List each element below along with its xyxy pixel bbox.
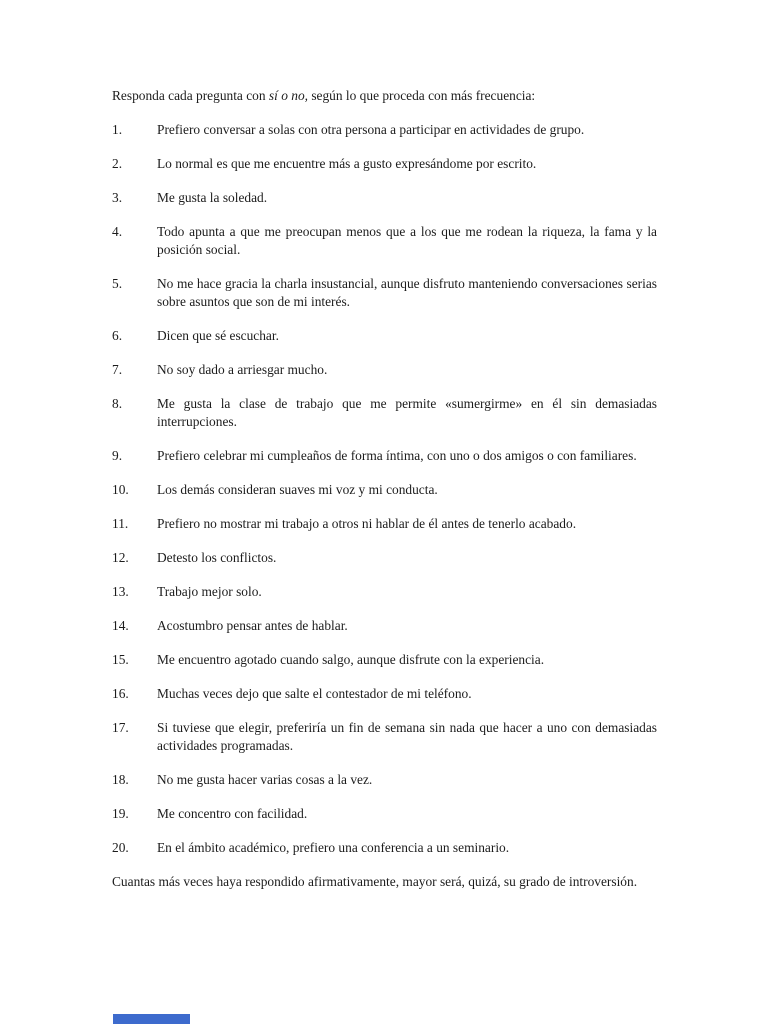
question-text: Prefiero conversar a solas con otra persona a participar en actividades de grupo. (157, 122, 585, 137)
question-item (112, 583, 657, 601)
question-item (112, 361, 657, 379)
question-text: Todo apunta a que me preocupan menos que a los que me rodean la riqueza, la fama y la posición social. (157, 224, 657, 257)
question-text: Me gusta la clase de trabajo que me permite «sumergirme» en él sin demasiadas interrupciones. (157, 396, 657, 429)
question-text: Si tuviese que elegir, preferiría un fin de semana sin nada que hacer a uno con demasiadas actividades programadas. (157, 720, 657, 753)
question-text: Trabajo mejor solo. (157, 584, 262, 599)
question-item (112, 515, 657, 533)
question-item (112, 327, 657, 345)
question-text: Prefiero celebrar mi cumpleaños de forma íntima, con uno o dos amigos o con familiares. (157, 448, 637, 463)
question-number: 3. (112, 190, 123, 205)
question-item (112, 651, 657, 669)
question-item (112, 189, 657, 207)
question-item (112, 447, 657, 465)
page-content (112, 87, 657, 891)
closing-paragraph: Cuantas más veces haya respondido afirmativamente, mayor será, quizá, su grado de introversión. (112, 874, 638, 889)
question-item (112, 275, 657, 311)
question-item (112, 481, 657, 499)
intro-suffix: según lo que proceda con más frecuencia: (307, 88, 536, 103)
question-text: Me encuentro agotado cuando salgo, aunque disfrute con la experiencia. (157, 652, 545, 667)
question-list (112, 121, 657, 857)
question-text: No me hace gracia la charla insustancial, aunque disfruto manteniendo conversaciones serias sobre asuntos que son de mi interés. (157, 276, 657, 309)
question-text: No soy dado a arriesgar mucho. (157, 362, 328, 377)
partially-visible-bottom-bar (113, 1014, 190, 1024)
question-item (112, 395, 657, 431)
question-item (112, 719, 657, 755)
question-text: Muchas veces dejo que salte el contestador de mi teléfono. (157, 686, 472, 701)
question-item (112, 223, 657, 259)
question-number: 16. (112, 686, 129, 701)
question-text: Me concentro con facilidad. (157, 806, 308, 821)
question-number: 19. (112, 806, 129, 821)
question-text: No me gusta hacer varias cosas a la vez. (157, 772, 373, 787)
question-text: Lo normal es que me encuentre más a gusto expresándome por escrito. (157, 156, 537, 171)
question-text: Acostumbro pensar antes de hablar. (157, 618, 348, 633)
question-text: Dicen que sé escuchar. (157, 328, 279, 343)
question-text: Prefiero no mostrar mi trabajo a otros ni hablar de él antes de tenerlo acabado. (157, 516, 577, 531)
question-number: 14. (112, 618, 129, 633)
question-text: Los demás consideran suaves mi voz y mi conducta. (157, 482, 438, 497)
question-item (112, 839, 657, 857)
question-item (112, 771, 657, 789)
question-item (112, 549, 657, 567)
intro-italic-phrase: sí o no, (268, 88, 308, 103)
question-number: 11. (112, 516, 129, 531)
question-number: 6. (112, 328, 123, 343)
question-number: 1. (112, 122, 123, 137)
question-number: 17. (112, 720, 129, 735)
question-number: 8. (112, 396, 123, 411)
question-text: Detesto los conflictos. (157, 550, 277, 565)
question-item (112, 685, 657, 703)
question-number: 20. (112, 840, 129, 855)
intro-paragraph (112, 87, 657, 105)
question-number: 15. (112, 652, 129, 667)
question-number: 13. (112, 584, 129, 599)
question-number: 10. (112, 482, 129, 497)
question-item (112, 155, 657, 173)
question-item (112, 805, 657, 823)
question-number: 18. (112, 772, 129, 787)
question-number: 5. (112, 276, 123, 291)
question-number: 4. (112, 224, 123, 239)
question-item (112, 617, 657, 635)
question-text: En el ámbito académico, prefiero una conferencia a un seminario. (157, 840, 510, 855)
question-text: Me gusta la soledad. (157, 190, 268, 205)
question-number: 7. (112, 362, 123, 377)
intro-prefix: Responda cada pregunta con (112, 88, 269, 103)
question-item (112, 121, 657, 139)
question-number: 12. (112, 550, 129, 565)
question-number: 2. (112, 156, 123, 171)
question-number: 9. (112, 448, 123, 463)
